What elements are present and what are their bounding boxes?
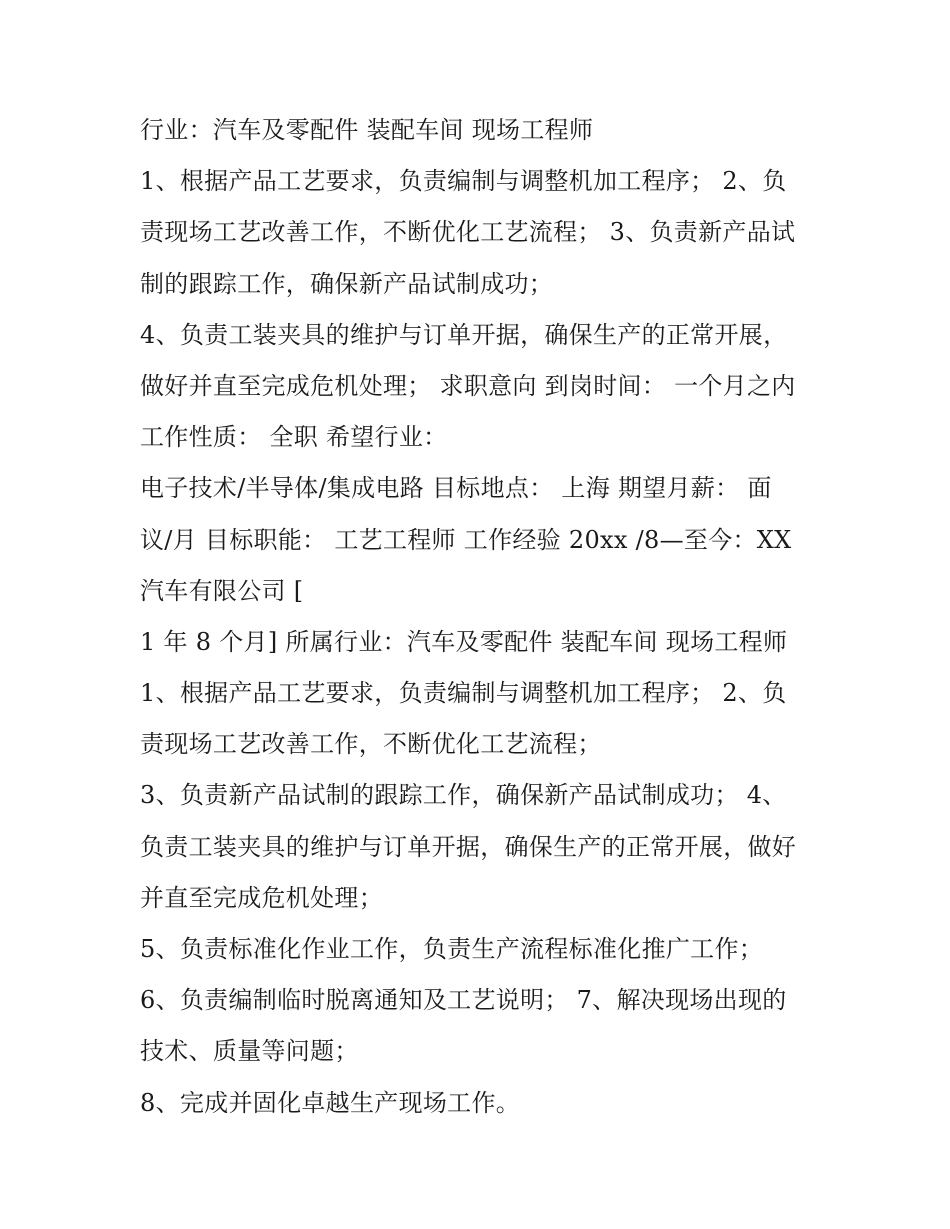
text-line: 并直至完成危机处理；	[140, 883, 383, 912]
text-line: 责现场工艺改善工作，不断优化工艺流程；	[140, 730, 602, 759]
text-line: 6、负责编制临时脱离通知及工艺说明； 7、解决现场出现的	[140, 986, 787, 1015]
text-line: 制的跟踪工作，确保新产品试制成功；	[140, 269, 554, 298]
text-line: 4、负责工装夹具的维护与订单开据，确保生产的正常开展，	[140, 320, 788, 349]
text-line: 电子技术/半导体/集成电路 目标地点： 上海 期望月薪： 面	[140, 474, 772, 503]
text-line: 1 年 8 个月] 所属行业：汽车及零配件 装配车间 现场工程师	[140, 627, 788, 656]
text-line: 1、根据产品工艺要求，负责编制与调整机加工程序； 2、负	[140, 679, 787, 708]
text-line: 行业：汽车及零配件 装配车间 现场工程师	[140, 116, 594, 144]
text-line: 做好并直至完成危机处理； 求职意向 到岗时间： 一个月之内	[140, 371, 796, 400]
text-line: 8、完成并固化卓越生产现场工作。	[140, 1088, 521, 1117]
text-line: 3、负责新产品试制的跟踪工作，确保新产品试制成功； 4、	[140, 781, 787, 810]
text-line: 汽车有限公司 [	[140, 576, 304, 605]
text-line: 责现场工艺改善工作，不断优化工艺流程； 3、负责新产品试	[140, 218, 796, 247]
text-line: 议/月 目标职能： 工艺工程师 工作经验 20xx /8—至今：XX	[140, 525, 792, 554]
text-line: 技术、质量等问题；	[140, 1037, 359, 1066]
document-body	[140, 108, 830, 1132]
text-line: 5、负责标准化作业工作，负责生产流程标准化推广工作；	[140, 935, 764, 963]
text-line: 1、根据产品工艺要求，负责编制与调整机加工程序； 2、负	[140, 167, 787, 196]
text-line: 负责工装夹具的维护与订单开据，确保生产的正常开展，做好	[140, 832, 797, 861]
text-line: 工作性质： 全职 希望行业：	[140, 423, 448, 452]
